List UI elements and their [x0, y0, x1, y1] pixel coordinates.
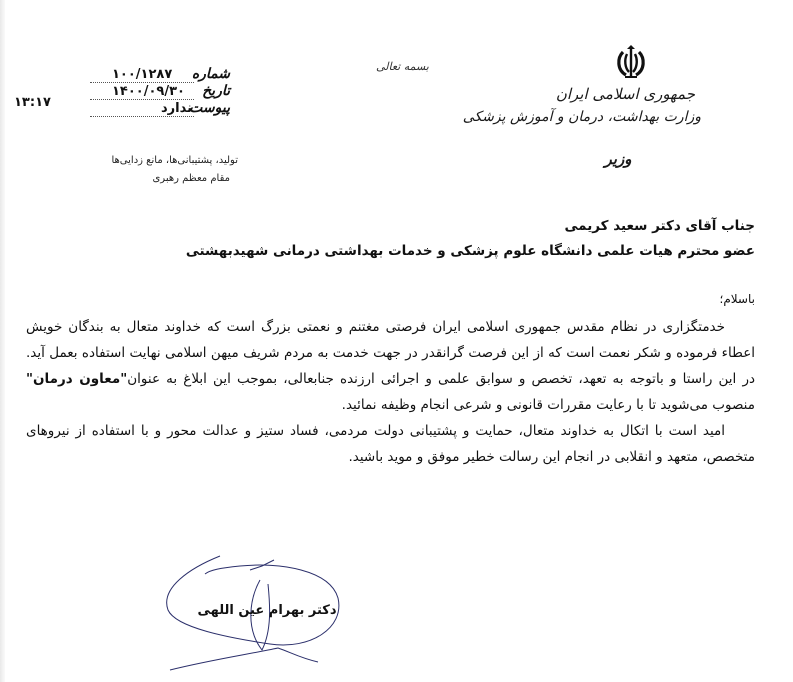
paragraph1-part2: منصوب می‌شوید تا با رعایت مقررات قانونی و شرعی انجام وظیفه نمائید.	[341, 397, 755, 413]
signature-block	[150, 548, 370, 678]
time-stamp: ۱۳:۱۷	[14, 95, 51, 110]
letterhead	[462, 44, 701, 169]
reference-date-row	[90, 83, 230, 100]
appointment-title: "معاون درمان"	[26, 371, 128, 387]
number-label: شماره	[191, 66, 230, 82]
motto-author: مقام معظم رهبری	[152, 173, 230, 184]
attachment-label: پیوست	[189, 100, 230, 116]
page-edge-shadow	[0, 0, 5, 682]
letter-body	[26, 314, 755, 470]
motto-text: تولید، پشتیبانی‌ها، مانع زدایی‌ها	[111, 155, 238, 166]
signatory-name: دکتر بهرام عین اللهی	[197, 603, 337, 618]
addressee-position: عضو محترم هیات علمی دانشگاه علوم پزشکی و خدمات بهداشتی درمانی شهیدبهشتی	[185, 243, 755, 259]
iran-emblem-icon	[614, 44, 648, 80]
reference-block	[90, 66, 230, 117]
paragraph-closing: امید است با اتکال به خداوند متعال، حمایت و پشتیبانی دولت مردمی، فساد ستیز و عدالت محور و با استفاده از نیروهای متخصص، متعهد و انقلابی در انجام این رسالت خطیر موفق و موید باشید.	[26, 423, 755, 465]
attachment-value: ندارد	[90, 101, 194, 117]
date-value: ۱۴۰۰/۰۹/۳۰	[90, 84, 194, 100]
republic-title: جمهوری اسلامی ایران	[555, 85, 695, 103]
addressee-name: جناب آقای دکتر سعید کریمی	[564, 218, 755, 234]
ministry-title: وزارت بهداشت، درمان و آموزش پزشکی	[462, 109, 701, 126]
number-value: ۱۰۰/۱۲۸۷	[90, 67, 194, 83]
bismillah-heading: بسمه تعالی	[376, 60, 429, 73]
addressee-block	[186, 214, 755, 264]
paragraph1-part1: خدمتگزاری در نظام مقدس جمهوری اسلامی ایران فرصتی مغتنم و نعمتی بزرگ است که خداوند متعال به بندگان خویش اعطاء فرموده و شکر نعمت است که از این فرصت گرانقدر در جهت خدمت به مردم شریف میهن اسلامی نهایت استفاده بعمل آید. در این راستا و باتوجه به تعهد، تخصص و سوابق علمی و اجرائی ارزنده جنابعالی، بموجب این ابلاغ به عنوان	[26, 319, 755, 387]
paragraph-appointment	[26, 314, 755, 418]
greeting: باسلام؛	[719, 292, 755, 306]
office-title: وزیر	[604, 150, 632, 169]
motto-block	[68, 152, 238, 188]
reference-attachment-row	[90, 100, 230, 117]
date-label: تاریخ	[202, 83, 230, 99]
reference-number-row	[90, 66, 230, 83]
